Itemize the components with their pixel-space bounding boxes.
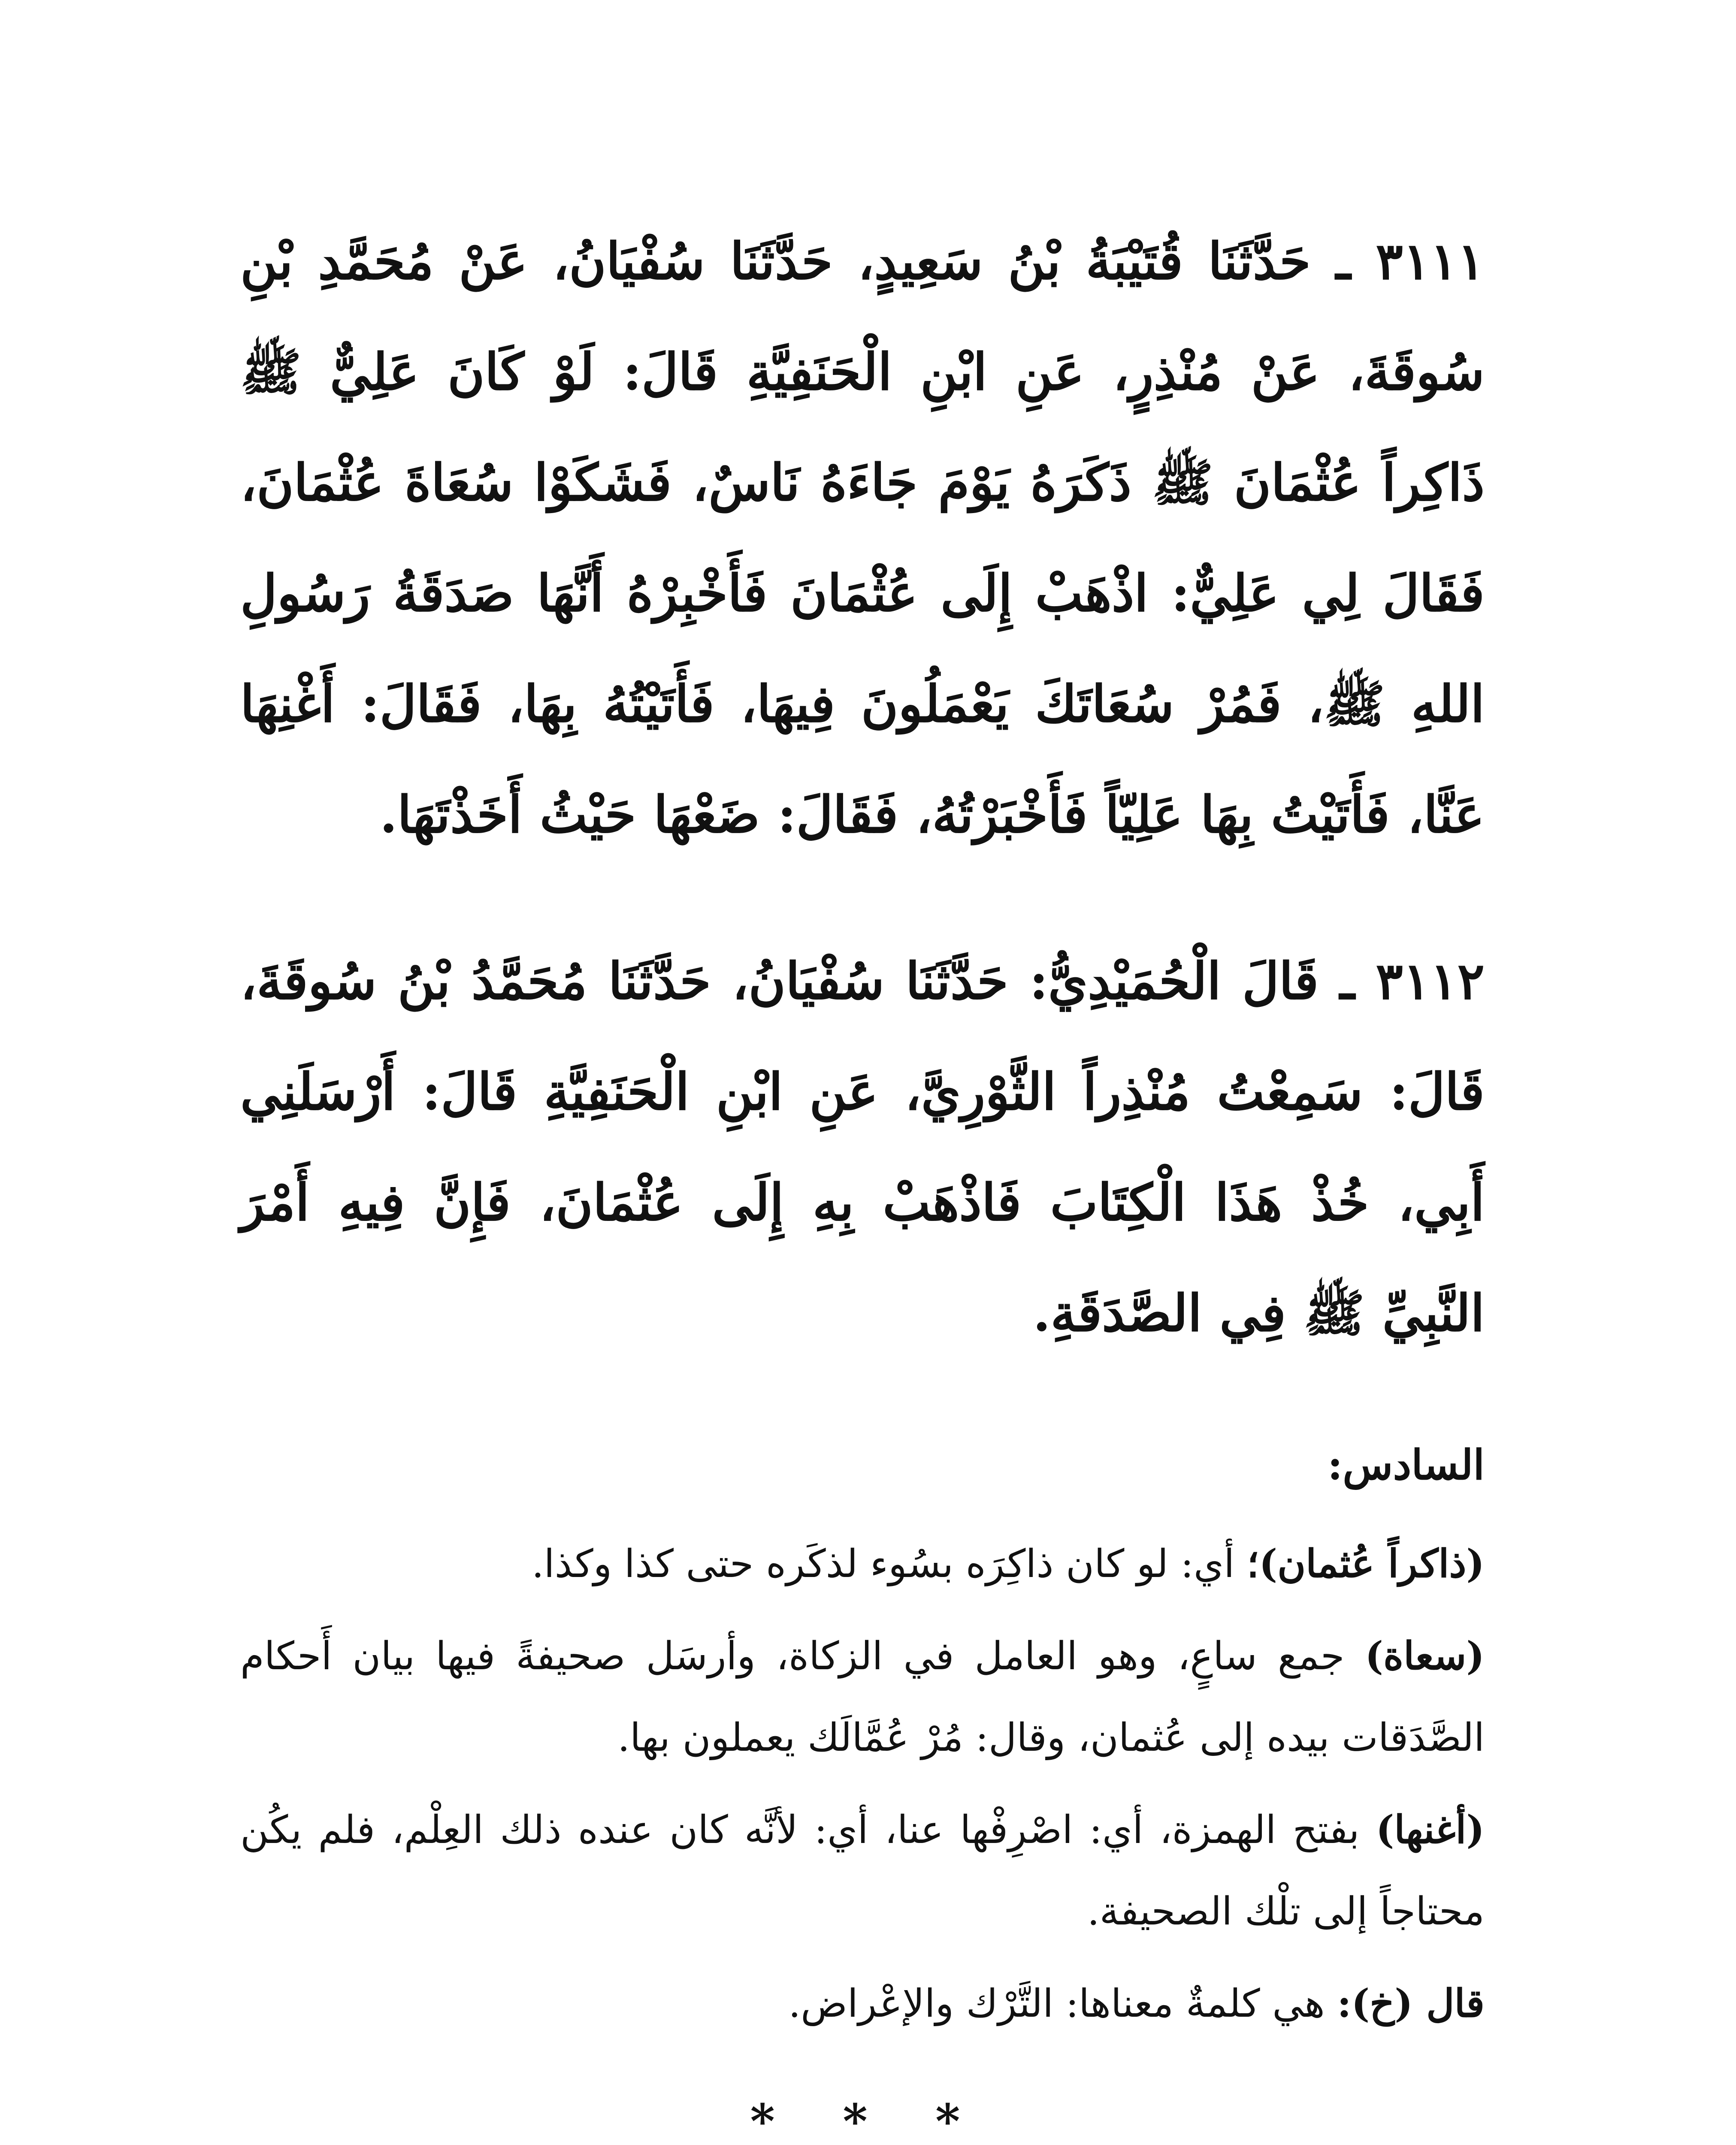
note-text: جمع ساعٍ، وهو العامل في الزكاة، وأرسَل صحيفةً فيها بيان أَحكام الصَّدَقات بيده إلى عُثمان، وقال: مُرْ عُمَّالَك يعملون بها.	[240, 1634, 1485, 1760]
note-term: (ذاكراً عُثمان)؛	[1246, 1541, 1485, 1586]
note-term: (أغنها)	[1376, 1807, 1485, 1852]
hadith-3111: ٣١١١ ـ حَدَّثَنَا قُتَيْبَةُ بْنُ سَعِيدٍ، حَدَّثَنَا سُفْيَانُ، عَنْ مُحَمَّدِ بْنِ سُوقَةَ، عَنْ مُنْذِرٍ، عَنِ ابْنِ الْحَنَفِيَّةِ قَالَ: لَوْ كَانَ عَلِيٌّ ﷺ ذَاكِراً عُثْمَانَ ﷺ ذَكَرَهُ يَوْمَ جَاءَهُ نَاسٌ، فَشَكَوْا سُعَاةَ عُثْمَانَ، فَقَالَ لِي عَلِيٌّ: اذْهَبْ إِلَى عُثْمَانَ فَأَخْبِرْهُ أَنَّهَا صَدَقَةُ رَسُولِ اللهِ ﷺ، فَمُرْ سُعَاتَكَ يَعْمَلُونَ فِيهَا، فَأَتَيْتُهُ بِهَا، فَقَالَ: أَغْنِهَا عَنَّا، فَأَتَيْتُ بِهَا عَلِيّاً فَأَخْبَرْتُهُ، فَقَالَ: ضَعْهَا حَيْثُ أَخَذْتَهَا.	[240, 231, 1485, 844]
commentary-section	[240, 1424, 1485, 2045]
note-text: أي: لو كان ذاكِرَه بسُوء لذكَره حتى كذا وكذا.	[532, 1541, 1247, 1586]
note-text: بفتح الهمزة، أي: اصْرِفْها عنا، أي: لأنَّه كان عنده ذلك العِلْم، فلم يكُن محتاجاً إلى تلْك الصحيفة.	[240, 1807, 1485, 1934]
note-suat	[240, 1615, 1485, 1779]
commentary-heading: السادس:	[1327, 1441, 1485, 1489]
note-aghniha	[240, 1789, 1485, 1952]
note-term: (سعاة)	[1365, 1633, 1485, 1679]
section-separator: * * *	[750, 2094, 986, 2145]
page-body	[240, 206, 1485, 2055]
note-qala-kh	[240, 1963, 1485, 2045]
hadith-3112: ٣١١٢ ـ قَالَ الْحُمَيْدِيُّ: حَدَّثَنَا سُفْيَانُ، حَدَّثَنَا مُحَمَّدُ بْنُ سُوقَةَ، قَالَ: سَمِعْتُ مُنْذِراً الثَّوْرِيَّ، عَنِ ابْنِ الْحَنَفِيَّةِ قَالَ: أَرْسَلَنِي أَبِي، خُذْ هَذَا الْكِتَابَ فَاذْهَبْ بِهِ إِلَى عُثْمَانَ، فَإِنَّ فِيهِ أَمْرَ النَّبِيِّ ﷺ فِي الصَّدَقَةِ.	[240, 951, 1485, 1343]
note-term: قال (خ):	[1337, 1981, 1485, 2026]
note-text: هي كلمةٌ معناها: التَّرْك والإعْراض.	[788, 1981, 1337, 2026]
note-dhakiran	[240, 1523, 1485, 1605]
